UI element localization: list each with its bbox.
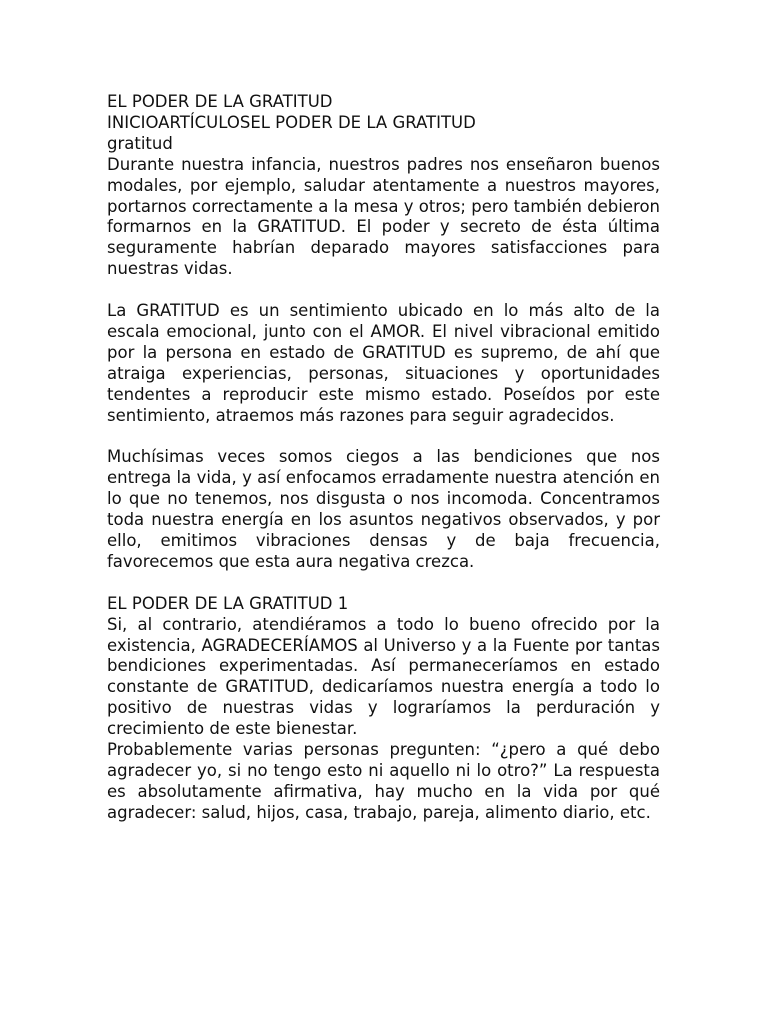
document-title: EL PODER DE LA GRATITUD (107, 92, 333, 111)
breadcrumb: INICIOARTÍCULOSEL PODER DE LA GRATITUD (107, 112, 476, 132)
document-page (107, 92, 660, 824)
paragraph-spacer (107, 280, 660, 301)
section-heading: EL PODER DE LA GRATITUD 1 (107, 593, 349, 613)
tag-label: gratitud (107, 133, 173, 153)
paragraph-al-contrario: Si, al contrario, atendiéramos a todo lo bueno ofrecido por la existencia, AGRADECERÍAMOS al Universo y a la Fuente por tantas bendiciones experimentadas. Así permaneceríamos en estado constante de GRATITUD, dedicaríamos nuestra energía a todo lo positivo de nuestras vidas y lograríamos la perduración y crecimiento de este bienestar. (107, 614, 660, 739)
paragraph-spacer (107, 426, 660, 447)
paragraph-gratitud-sentimiento: La GRATITUD es un sentimiento ubicado en lo más alto de la escala emocional, junto con el AMOR. El nivel vibracional emitido por la persona en estado de GRATITUD es supremo, de ahí que atraiga experiencias, personas, situaciones y oportunidades tendentes a reproducir este mismo estado. Poseídos por este sentimiento, atraemos más razones para seguir agradecidos. (107, 301, 660, 425)
paragraph-spacer (107, 573, 660, 594)
paragraph-infancia: Durante nuestra infancia, nuestros padres nos enseñaron buenos modales, por ejemplo, saludar atentamente a nuestros mayores, portarnos correctamente a la mesa y otros; pero también debieron formarnos en la GRATITUD. El poder y secreto de ésta última seguramente habrían deparado mayores satisfacciones para nuestras vidas. (107, 154, 660, 279)
paragraph-bendiciones: Muchísimas veces somos ciegos a las bendiciones que nos entrega la vida, y así enfocamos erradamente nuestra atención en lo que no tenemos, nos disgusta o nos incomoda. Concentramos toda nuestra energía en los asuntos negativos observados, y por ello, emitimos vibraciones densas y de baja frecuencia, favorecemos que esta aura negativa crezca. (107, 447, 660, 571)
paragraph-probablemente: Probablemente varias personas pregunten: “¿pero a qué debo agradecer yo, si no tengo esto ni aquello ni lo otro?” La respuesta es absolutamente afirmativa, hay mucho en la vida por qué agradecer: salud, hijos, casa, trabajo, pareja, alimento diario, etc. (107, 740, 660, 822)
